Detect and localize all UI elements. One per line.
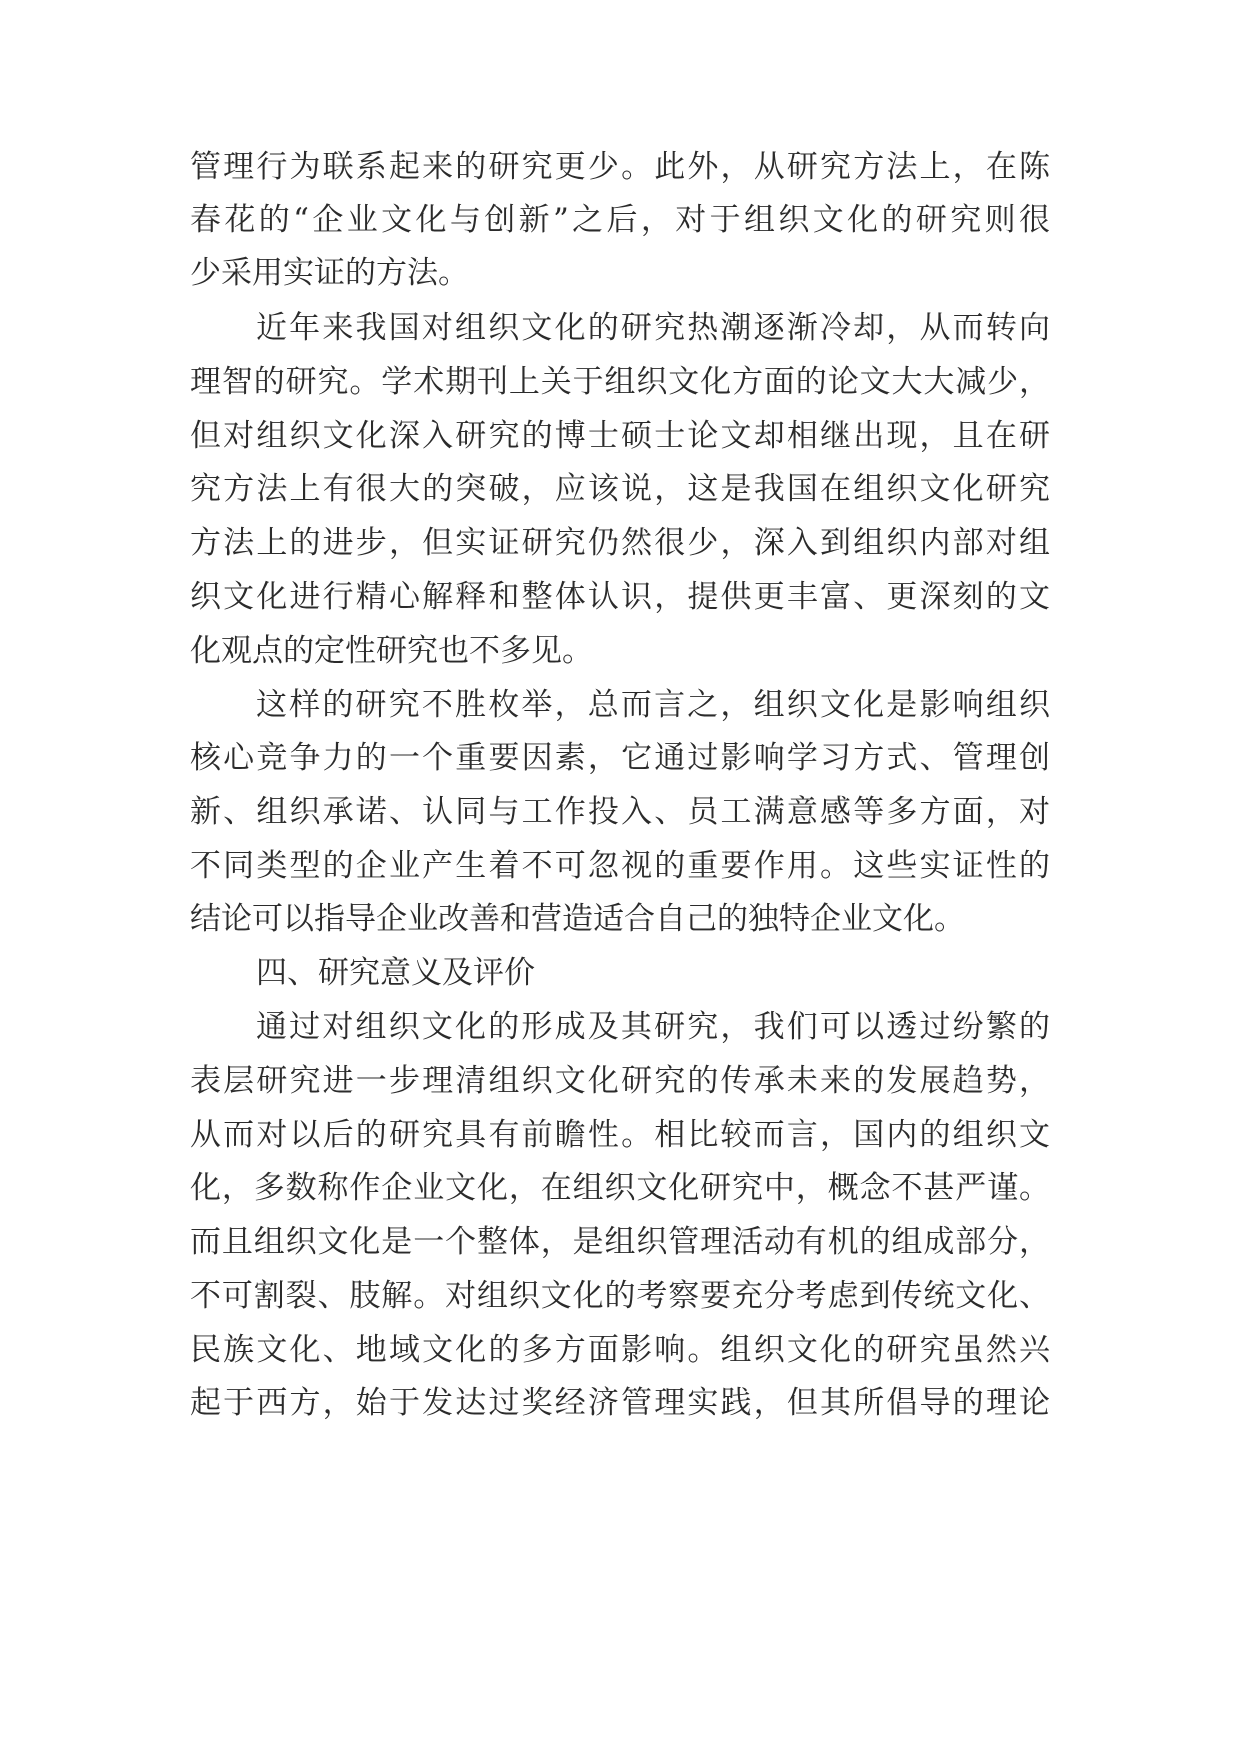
paragraph-3-line-5: 结论可以指导企业改善和营造适合自己的独特企业文化。 xyxy=(190,901,965,937)
paragraph-2-line-3: 但对组织文化深入研究的博士硕士论文却相继出现，且在研 xyxy=(190,418,1050,454)
paragraph-1-line-1: 管理行为联系起来的研究更少。此外，从研究方法上，在陈 xyxy=(190,149,1050,185)
paragraph-3-line-1: 这样的研究不胜枚举，总而言之，组织文化是影响组织 xyxy=(256,687,1050,723)
paragraph-4-line-1: 通过对组织文化的形成及其研究，我们可以透过纷繁的 xyxy=(256,1009,1050,1045)
paragraph-1-line-2: 春花的“企业文化与创新”之后，对于组织文化的研究则很 xyxy=(190,202,1050,238)
paragraph-3-line-4: 不同类型的企业产生着不可忽视的重要作用。这些实证性的 xyxy=(190,848,1050,884)
paragraph-2-line-5: 方法上的进步，但实证研究仍然很少，深入到组织内部对组 xyxy=(190,525,1050,561)
paragraph-4-line-2: 表层研究进一步理清组织文化研究的传承未来的发展趋势， xyxy=(190,1063,1050,1099)
paragraph-1-line-3: 少采用实证的方法。 xyxy=(190,255,469,291)
paragraph-4-line-4: 化，多数称作企业文化，在组织文化研究中，概念不甚严谨。 xyxy=(190,1170,1050,1206)
paragraph-3-line-2: 核心竞争力的一个重要因素，它通过影响学习方式、管理创 xyxy=(190,740,1050,776)
paragraph-2-line-2: 理智的研究。学术期刊上关于组织文化方面的论文大大减少， xyxy=(190,364,1050,400)
paragraph-4-line-7: 民族文化、地域文化的多方面影响。组织文化的研究虽然兴 xyxy=(190,1332,1050,1368)
paragraph-4-line-5: 而且组织文化是一个整体，是组织管理活动有机的组成部分， xyxy=(190,1224,1050,1260)
paragraph-2-line-1: 近年来我国对组织文化的研究热潮逐渐冷却，从而转向 xyxy=(256,310,1050,346)
paragraph-3-line-3: 新、组织承诺、认同与工作投入、员工满意感等多方面，对 xyxy=(190,794,1050,830)
paragraph-4-line-3: 从而对以后的研究具有前瞻性。相比较而言，国内的组织文 xyxy=(190,1117,1050,1153)
section-heading: 四、研究意义及评价 xyxy=(256,955,535,991)
paragraph-2-line-4: 究方法上有很大的突破，应该说，这是我国在组织文化研究 xyxy=(190,471,1050,507)
paragraph-4-line-6: 不可割裂、肢解。对组织文化的考察要充分考虑到传统文化、 xyxy=(190,1278,1050,1314)
paragraph-2-line-6: 织文化进行精心解释和整体认识，提供更丰富、更深刻的文 xyxy=(190,579,1050,615)
paragraph-2-line-7: 化观点的定性研究也不多见。 xyxy=(190,633,593,669)
paragraph-4-line-8: 起于西方，始于发达过奖经济管理实践，但其所倡导的理论 xyxy=(190,1385,1050,1421)
